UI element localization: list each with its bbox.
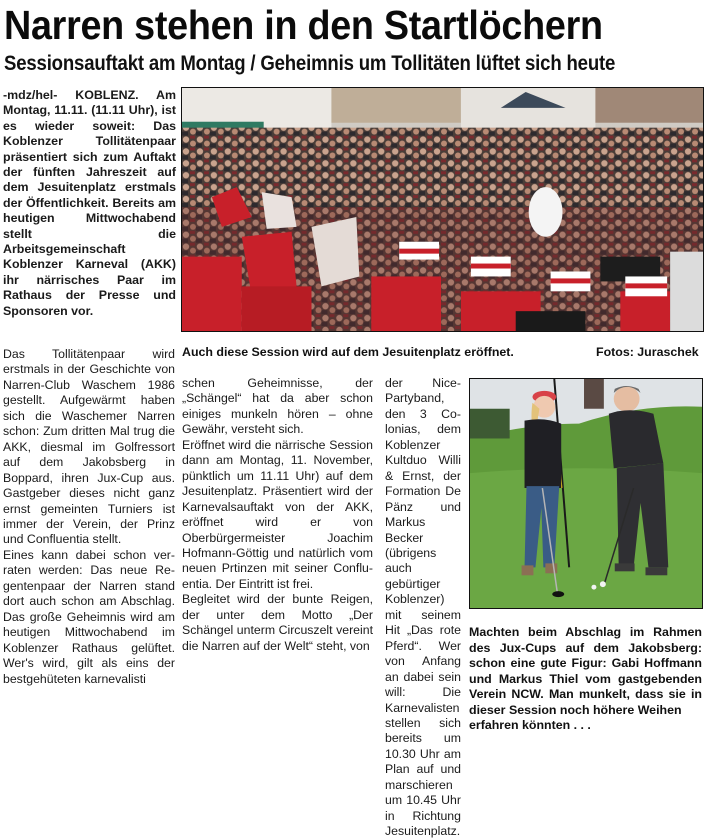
headline: Narren stehen in den Startlöchern xyxy=(4,2,603,48)
body-paragraph: Das Tollitätenpaar wird erstmals in der Geschichte von Narren-Club Waschem 1986 gestellt. Aufgewärmt haben sich die Waschemer Narren schon: Zum dritten Mal trug die AKK, diesmal im Golfressort auf dem Jakobsberg in Boppard, ihren Jux-Cup aus. Gastgeber dieses nicht ganz ernst gemeinten Turniers ist immer der Verein, der Prinz und Confluentia stellt. xyxy=(3,347,175,547)
body-column-3 xyxy=(385,376,461,840)
crowd-photo xyxy=(181,87,704,332)
body-paragraph: schen Geheimnisse, der „Schängel“ hat da aber schon einiges munkeln hören – ohne Gewähr, versteht sich. xyxy=(182,376,373,437)
golf-caption-text: Machten beim Abschlag im Rahmen des Jux-Cups auf dem Jakobsberg: schon eine gute Figur: Gabi Hoffmann und Markus Thiel vom gastgebenden Verein NCW. Man munkelt, dass sie in dieser Session noch höhere Weihen xyxy=(469,625,702,717)
golf-photo-image xyxy=(470,379,702,608)
crowd-photo-image xyxy=(182,88,703,331)
golf-photo-caption xyxy=(469,625,702,734)
lead-paragraph: -mdz/hel- KOBLENZ. Am Montag, 11.11. (11.11 Uhr), ist es wieder soweit: Das Koblenzer Tollitätenpaar präsentiert sich zum Auftakt der fünften Jahreszeit auf dem Jesuitenplatz erstmals der Öffentlichkeit. Bereits am heutigen Mittwochabend stellt die Arbeitsgemeinschaft Koblenzer Karneval (AKK) ihr närrisches Paar im Rathaus der Presse und Sponsoren vor. xyxy=(3,88,176,318)
golf-caption-ending: erfahren könnten . . . xyxy=(469,718,591,732)
photo-credit: Fotos: Juraschek xyxy=(596,345,699,359)
body-paragraph: Eines kann dabei schon verraten werden: Das neue Regentenpaar der Narren stand dort auch schon am Abschlag. Das große Geheimnis wird am heutigen Mittwochabend im Koblenzer Rathaus gelüftet. Wer's wird, gilt als eins der bestgehüteten karnevalisti xyxy=(3,547,175,686)
body-paragraph: Eröffnet wird die närrische Session dann am Montag, 11. November, pünktlich um 11.11 Uhr) auf dem Jesuitenplatz. Präsentiert wird der Karnevalsauftakt von der AKK, eröffnet wird er von Oberbürgermeister Joachim Hofmann-Göttig und natürlich vom neuen Prtinzen mit seiner Confluentia. Der Eintritt ist frei. xyxy=(182,437,373,591)
body-paragraph: Begleitet wird der bunte Reigen, der unter dem Motto „Der Schängel unterm Circuszelt vereint die Narren auf der Welt“ steht, von xyxy=(182,592,373,653)
body-column-2 xyxy=(182,376,373,654)
body-column-1 xyxy=(3,347,175,687)
crowd-photo-caption: Auch diese Session wird auf dem Jesuitenplatz eröffnet. xyxy=(182,345,514,359)
golf-photo xyxy=(469,378,703,609)
subheadline: Sessionsauftakt am Montag / Geheimnis um Tollitäten lüftet sich heute xyxy=(4,52,616,75)
body-paragraph: der Nice-Partyband, den 3 Colonias, dem Koblenzer Kultduo Willi & Ernst, der Formation De Pänz und Markus Becker (übrigens auch gebürtiger Koblenzer) mit seinem Hit „Das rote Pferd“. Wer von Anfang an dabei sein will: Die Karnevalisten stellen sich bereits um 10.30 Uhr am Plan auf und marschieren um 10.45 Uhr in Richtung Jesuitenplatz. xyxy=(385,376,461,839)
